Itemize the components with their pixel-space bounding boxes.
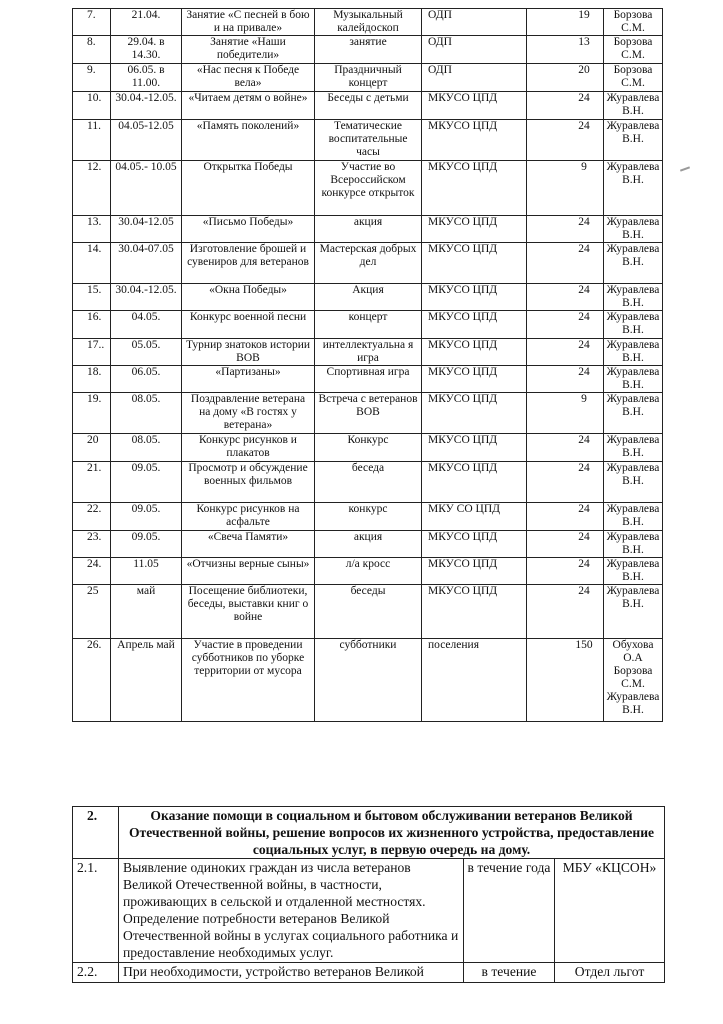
row-number: 23. <box>73 531 111 558</box>
row-title: Поздравление ветерана на дому «В гостях у ветерана» <box>182 393 315 434</box>
row-responsible: Журавлева В.Н. <box>604 339 663 366</box>
row-date: 30.04.-12.05. <box>111 92 182 120</box>
row-participants: 24 <box>527 462 604 503</box>
table-row <box>73 339 663 366</box>
row-title: Посещение библиотеки, беседы, выставки книг о войне <box>182 585 315 639</box>
table-row <box>73 434 663 462</box>
table-row <box>73 161 663 216</box>
row-participants: 24 <box>527 92 604 120</box>
row-participants: 24 <box>527 434 604 462</box>
row-number: 11. <box>73 120 111 161</box>
row-date: 06.05. в 11.00. <box>111 64 182 92</box>
row-number: 10. <box>73 92 111 120</box>
row-title: Конкурс рисунков на асфальте <box>182 503 315 531</box>
row-organizer: МКУСО ЦПД <box>422 120 527 161</box>
row-organizer: МКУСО ЦПД <box>422 216 527 243</box>
row-number: 9. <box>73 64 111 92</box>
table-row <box>73 963 665 983</box>
row-form: Беседы с детьми <box>315 92 422 120</box>
row-organizer: поселения <box>422 639 527 722</box>
row-title: Конкурс военной песни <box>182 311 315 339</box>
row-title: «Отчизны верные сыны» <box>182 558 315 585</box>
row-participants: 19 <box>527 9 604 36</box>
row-number: 12. <box>73 161 111 216</box>
row-form: акция <box>315 216 422 243</box>
row-organizer: МКУСО ЦПД <box>422 585 527 639</box>
row-title: Изготовление брошей и сувениров для ветеранов <box>182 243 315 284</box>
row-participants: 9 <box>527 161 604 216</box>
row-text: При необходимости, устройство ветеранов Великой <box>119 963 464 983</box>
row-number: 25 <box>73 585 111 639</box>
row-organizer: МКУСО ЦПД <box>422 339 527 366</box>
row-responsible: Обухова О.А Борзова С.М. Журавлева В.Н. <box>604 639 663 722</box>
row-organizer: ОДП <box>422 9 527 36</box>
row-responsible: Журавлева В.Н. <box>604 558 663 585</box>
row-form: Участие во Всероссийском конкурсе открыток <box>315 161 422 216</box>
table-row <box>73 859 665 963</box>
row-organizer: ОДП <box>422 36 527 64</box>
row-date: 29.04. в 14.30. <box>111 36 182 64</box>
row-number: 8. <box>73 36 111 64</box>
row-participants: 24 <box>527 503 604 531</box>
row-organizer: МКУСО ЦПД <box>422 393 527 434</box>
row-title: «Письмо Победы» <box>182 216 315 243</box>
row-number: 26. <box>73 639 111 722</box>
row-participants: 24 <box>527 558 604 585</box>
row-form: субботники <box>315 639 422 722</box>
table-row <box>73 366 663 393</box>
row-number: 2.2. <box>73 963 119 983</box>
row-title: Открытка Победы <box>182 161 315 216</box>
row-participants: 13 <box>527 36 604 64</box>
row-number: 7. <box>73 9 111 36</box>
row-form: беседы <box>315 585 422 639</box>
table-row <box>73 558 663 585</box>
table-row <box>73 9 663 36</box>
row-title: «Свеча Памяти» <box>182 531 315 558</box>
row-participants: 24 <box>527 243 604 284</box>
row-date: 09.05. <box>111 503 182 531</box>
row-number: 13. <box>73 216 111 243</box>
row-date: 09.05. <box>111 531 182 558</box>
row-responsible: Журавлева В.Н. <box>604 284 663 311</box>
row-participants: 24 <box>527 216 604 243</box>
table-row <box>73 462 663 503</box>
row-participants: 24 <box>527 284 604 311</box>
table-row <box>73 311 663 339</box>
table-row <box>73 64 663 92</box>
row-participants: 24 <box>527 366 604 393</box>
row-participants: 24 <box>527 120 604 161</box>
row-participants: 20 <box>527 64 604 92</box>
row-date: 06.05. <box>111 366 182 393</box>
row-title: «Читаем детям о войне» <box>182 92 315 120</box>
row-date: 04.05.- 10.05 <box>111 161 182 216</box>
row-form: Музыкальный калейдоскоп <box>315 9 422 36</box>
row-form: Праздничный концерт <box>315 64 422 92</box>
row-responsible: Журавлева В.Н. <box>604 393 663 434</box>
table-row <box>73 639 663 722</box>
row-title: Конкурс рисунков и плакатов <box>182 434 315 462</box>
row-date: 11.05 <box>111 558 182 585</box>
row-number: 20 <box>73 434 111 462</box>
row-title: Занятие «Наши победители» <box>182 36 315 64</box>
row-form: акция <box>315 531 422 558</box>
row-date: май <box>111 585 182 639</box>
row-organizer: МКУ СО ЦПД <box>422 503 527 531</box>
row-form: занятие <box>315 36 422 64</box>
section-header-row <box>73 807 665 859</box>
row-date: 04.05. <box>111 311 182 339</box>
row-organizer: ОДП <box>422 64 527 92</box>
row-title: «Партизаны» <box>182 366 315 393</box>
row-form: Спортивная игра <box>315 366 422 393</box>
row-responsible: Журавлева В.Н. <box>604 161 663 216</box>
row-organizer: МКУСО ЦПД <box>422 92 527 120</box>
row-participants: 24 <box>527 585 604 639</box>
row-date: 08.05. <box>111 393 182 434</box>
row-number: 18. <box>73 366 111 393</box>
row-participants: 24 <box>527 339 604 366</box>
row-date: 09.05. <box>111 462 182 503</box>
row-form: Мастерская добрых дел <box>315 243 422 284</box>
row-responsible: Журавлева В.Н. <box>604 92 663 120</box>
row-number: 14. <box>73 243 111 284</box>
row-participants: 24 <box>527 531 604 558</box>
row-number: 22. <box>73 503 111 531</box>
table-row <box>73 585 663 639</box>
row-form: конкурс <box>315 503 422 531</box>
row-title: Участие в проведении субботников по уборке территории от мусора <box>182 639 315 722</box>
row-number: 19. <box>73 393 111 434</box>
row-organizer: МКУСО ЦПД <box>422 161 527 216</box>
row-title: «Память поколений» <box>182 120 315 161</box>
row-responsible: Журавлева В.Н. <box>604 216 663 243</box>
row-organizer: МКУСО ЦПД <box>422 311 527 339</box>
row-date: 08.05. <box>111 434 182 462</box>
row-responsible: Борзова С.М. <box>604 36 663 64</box>
table-row <box>73 284 663 311</box>
row-responsible: Журавлева В.Н. <box>604 311 663 339</box>
table-row <box>73 503 663 531</box>
row-date: 21.04. <box>111 9 182 36</box>
row-responsible: Журавлева В.Н. <box>604 462 663 503</box>
row-organizer: МКУСО ЦПД <box>422 558 527 585</box>
row-date: 30.04-07.05 <box>111 243 182 284</box>
row-form: концерт <box>315 311 422 339</box>
row-responsible: Журавлева В.Н. <box>604 585 663 639</box>
row-form: беседа <box>315 462 422 503</box>
row-participants: 9 <box>527 393 604 434</box>
row-text: Выявление одиноких граждан из числа ветеранов Великой Отечественной войны, в частности, проживающих в сельской и отдаленной местностях. Определение потребности ветеранов Великой Отечественной войны в услугах социального работника и предоставление необходимых услуг. <box>119 859 464 963</box>
row-organizer: МКУСО ЦПД <box>422 434 527 462</box>
row-form: Тематические воспитательные часы <box>315 120 422 161</box>
row-title: «Нас песня к Победе вела» <box>182 64 315 92</box>
table-row <box>73 92 663 120</box>
row-responsible: Журавлева В.Н. <box>604 434 663 462</box>
row-number: 17.. <box>73 339 111 366</box>
row-responsible: Журавлева В.Н. <box>604 120 663 161</box>
row-number: 16. <box>73 311 111 339</box>
row-title: Занятие «С песней в бою и на привале» <box>182 9 315 36</box>
row-participants: 150 <box>527 639 604 722</box>
section-title: Оказание помощи в социальном и бытовом обслуживании ветеранов Великой Отечественной войны, решение вопросов их жизненного устройства, предоставление социальных услуг, в первую очередь на дому. <box>119 807 665 859</box>
row-date: 30.04-12.05 <box>111 216 182 243</box>
row-date: 04.05-12.05 <box>111 120 182 161</box>
row-organizer: МКУСО ЦПД <box>422 462 527 503</box>
row-responsible: Борзова С.М. <box>604 9 663 36</box>
row-form: Конкурс <box>315 434 422 462</box>
row-responsible: Журавлева В.Н. <box>604 243 663 284</box>
row-term: в течение <box>464 963 555 983</box>
row-responsible: Журавлева В.Н. <box>604 531 663 558</box>
row-date: 30.04.-12.05. <box>111 284 182 311</box>
table-row <box>73 36 663 64</box>
row-responsible: Журавлева В.Н. <box>604 366 663 393</box>
row-number: 24. <box>73 558 111 585</box>
table-row <box>73 243 663 284</box>
row-title: «Окна Победы» <box>182 284 315 311</box>
row-organizer: МКУСО ЦПД <box>422 284 527 311</box>
row-form: Встреча с ветеранов ВОВ <box>315 393 422 434</box>
row-title: Просмотр и обсуждение военных фильмов <box>182 462 315 503</box>
row-organizer: МКУСО ЦПД <box>422 531 527 558</box>
row-number: 15. <box>73 284 111 311</box>
scan-mark <box>680 166 690 171</box>
row-form: интеллектуальна я игра <box>315 339 422 366</box>
section-number: 2. <box>73 807 119 859</box>
row-form: л/а кросс <box>315 558 422 585</box>
row-participants: 24 <box>527 311 604 339</box>
row-responsible: МБУ «КЦСОН» <box>555 859 665 963</box>
table-row <box>73 531 663 558</box>
row-responsible: Журавлева В.Н. <box>604 503 663 531</box>
row-organizer: МКУСО ЦПД <box>422 366 527 393</box>
row-date: Апрель май <box>111 639 182 722</box>
row-term: в течение года <box>464 859 555 963</box>
events-table <box>72 8 663 722</box>
row-organizer: МКУСО ЦПД <box>422 243 527 284</box>
table-row <box>73 120 663 161</box>
row-form: Акция <box>315 284 422 311</box>
table-row <box>73 216 663 243</box>
row-number: 21. <box>73 462 111 503</box>
row-responsible: Отдел льгот <box>555 963 665 983</box>
services-table <box>72 806 665 983</box>
row-responsible: Борзова С.М. <box>604 64 663 92</box>
row-date: 05.05. <box>111 339 182 366</box>
row-title: Турнир знатоков истории ВОВ <box>182 339 315 366</box>
row-number: 2.1. <box>73 859 119 963</box>
table-row <box>73 393 663 434</box>
